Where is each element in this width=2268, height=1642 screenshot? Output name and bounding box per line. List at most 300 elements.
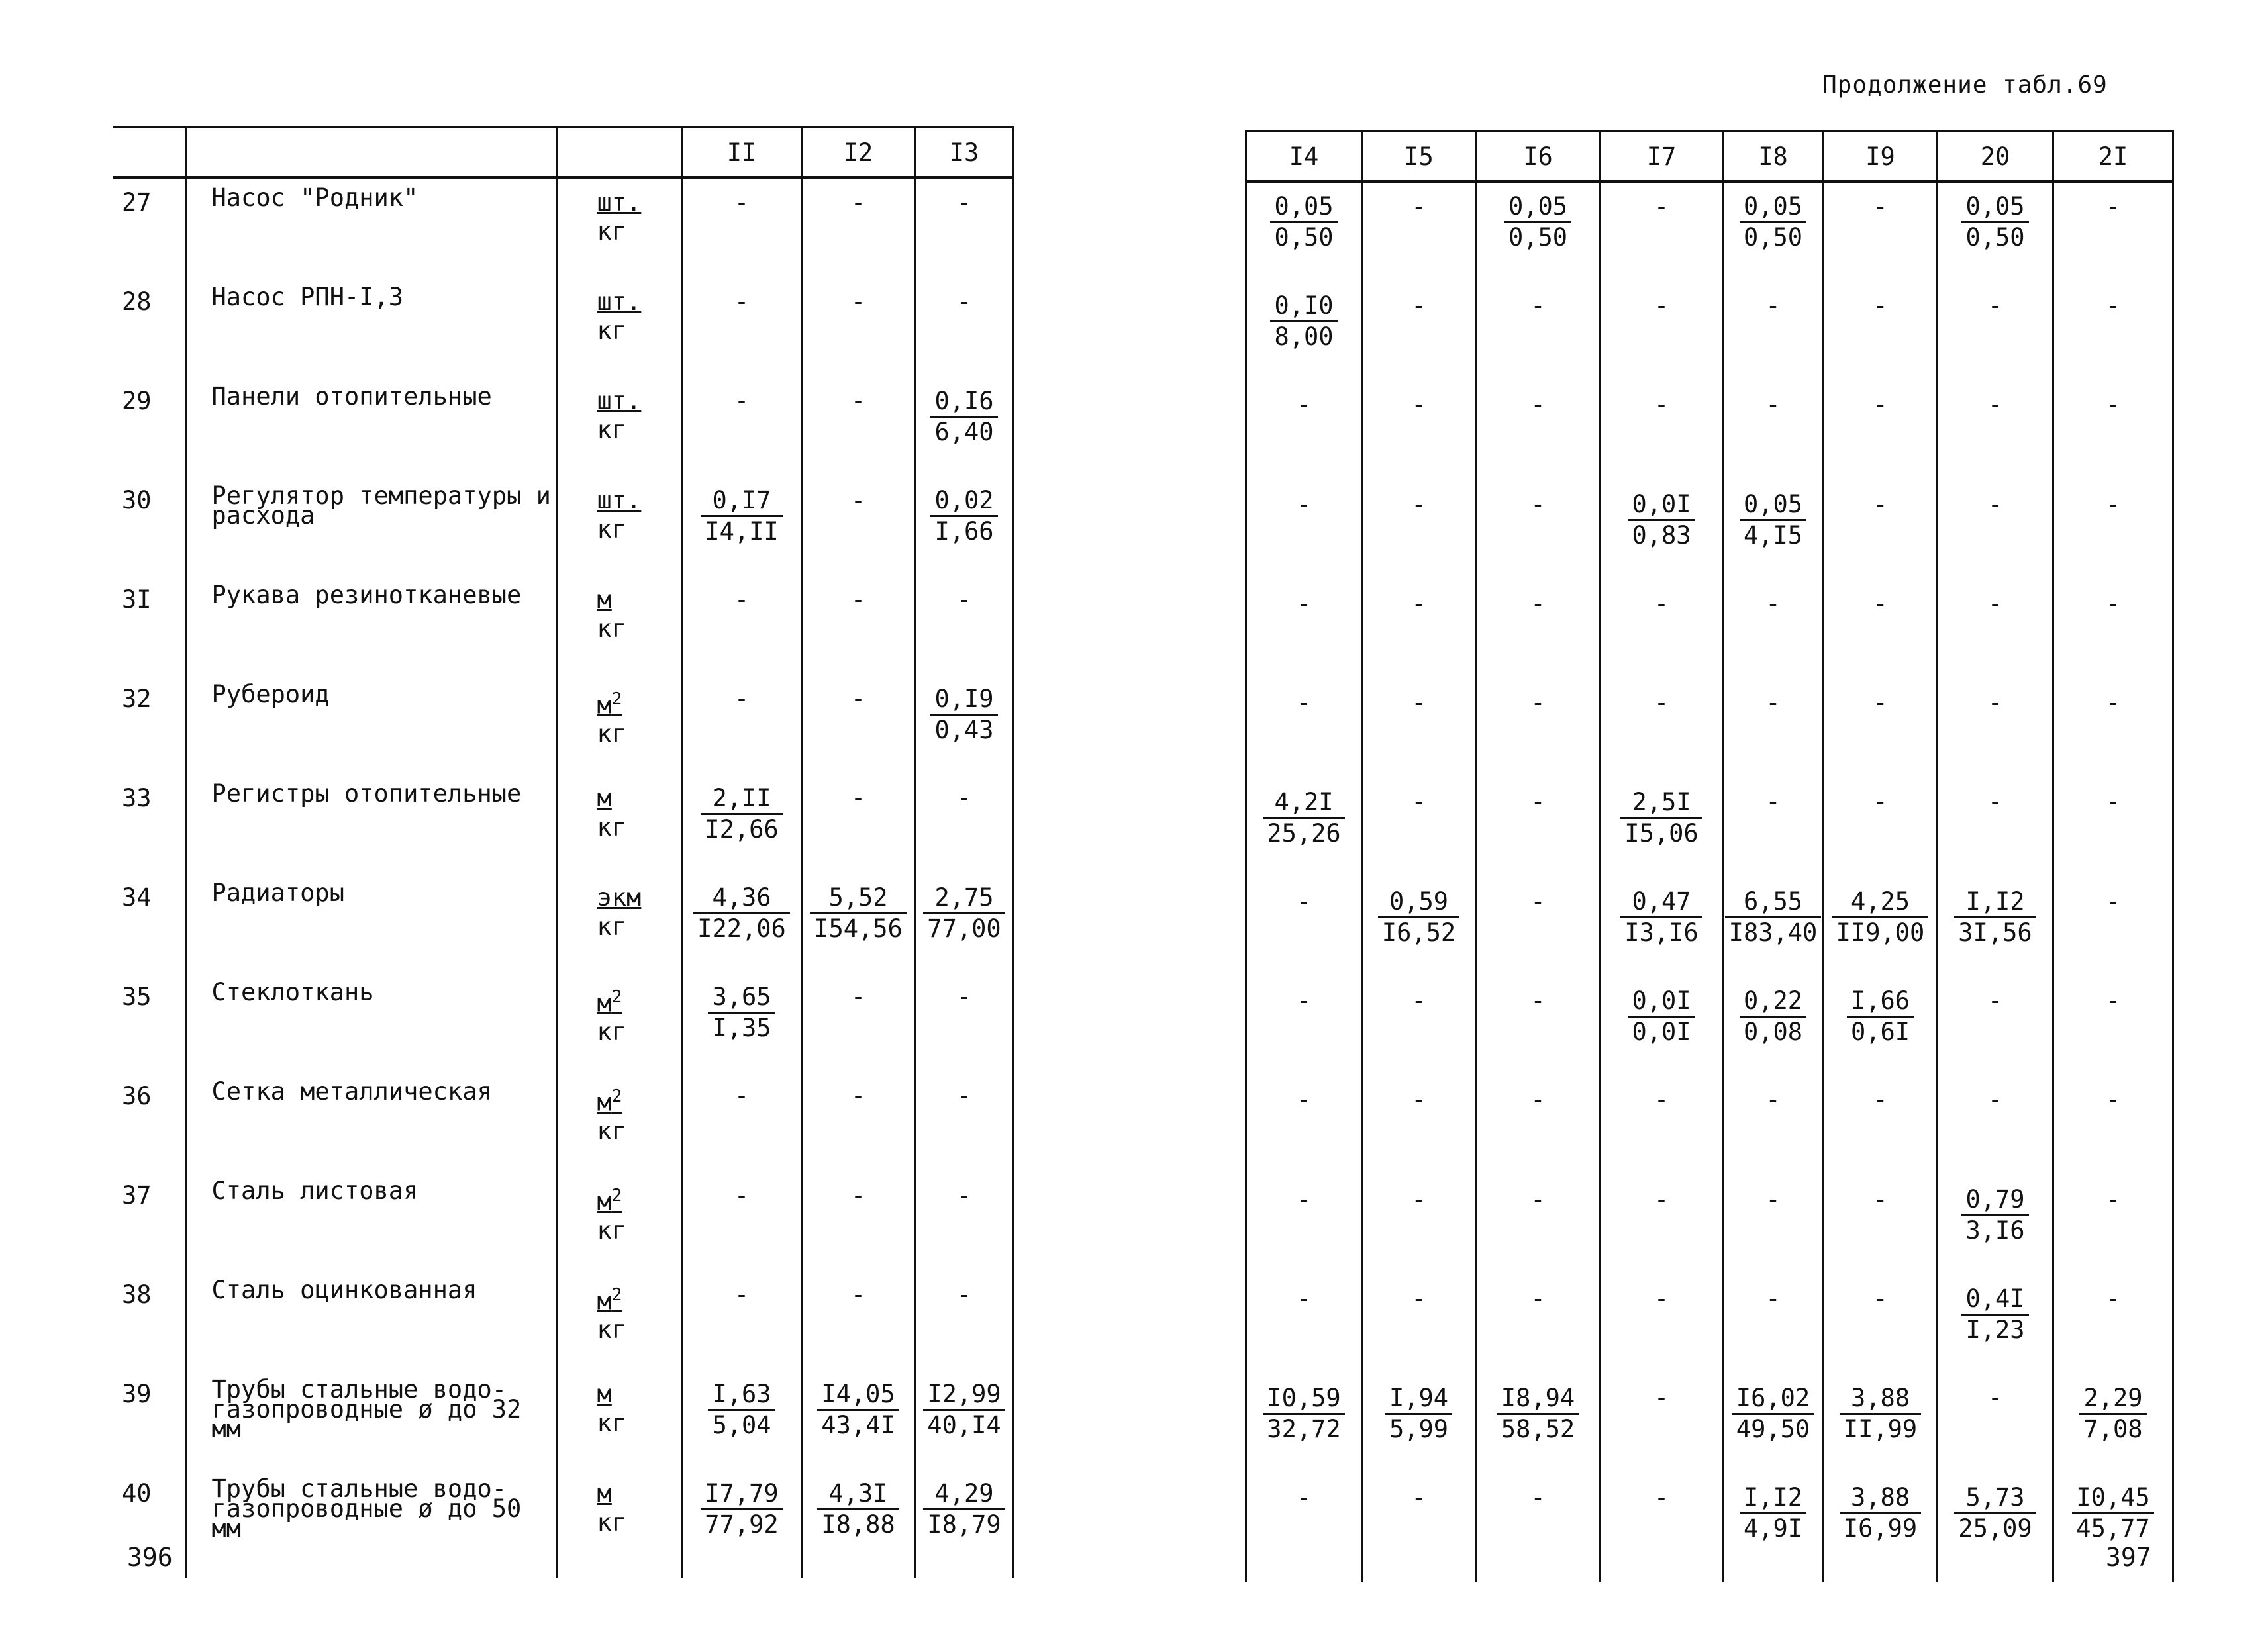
dash-value: -	[1987, 490, 2003, 518]
value-cell	[1362, 1176, 1476, 1275]
value-cell	[2053, 1275, 2173, 1375]
value-cell	[1723, 1077, 1824, 1176]
table-row	[113, 1271, 1013, 1371]
value-cell	[801, 1271, 915, 1371]
row-number: 3I	[113, 576, 185, 675]
fraction-numerator: 5,52	[810, 883, 907, 914]
dash-value: -	[1653, 589, 1669, 618]
unit-secondary: кг	[597, 1316, 627, 1345]
unit-cell	[556, 576, 682, 675]
dash-value: -	[956, 1181, 972, 1210]
unit-cell	[556, 278, 682, 377]
unit-cell	[556, 1271, 682, 1371]
value-cell	[1723, 1375, 1824, 1474]
fraction-value	[1847, 987, 1914, 1047]
unit-cell	[556, 675, 682, 775]
fraction-numerator: I8,94	[1497, 1384, 1579, 1415]
value-cell	[1938, 1176, 2053, 1275]
value-cell	[915, 576, 1013, 675]
value-cell	[1362, 381, 1476, 481]
unit-secondary: кг	[597, 1117, 627, 1146]
value-cell	[682, 1073, 801, 1172]
fraction-value	[2079, 1384, 2146, 1444]
item-name: Сталь листовая	[185, 1172, 556, 1271]
dash-value: -	[1411, 589, 1426, 618]
fraction-value	[701, 784, 782, 844]
fraction-numerator: 0,47	[1620, 887, 1702, 918]
dash-value: -	[1296, 1185, 1312, 1214]
right-header-row	[1246, 131, 2173, 181]
fraction-numerator: 0,4I	[1961, 1284, 2028, 1316]
column-header: I4	[1246, 131, 1362, 181]
row-number: 32	[113, 675, 185, 775]
fraction-denominator: 77,92	[705, 1510, 779, 1539]
fraction-value	[693, 883, 790, 943]
value-cell	[1601, 580, 1723, 679]
value-cell	[1938, 779, 2053, 878]
fraction-denominator: 0,50	[1965, 223, 2025, 252]
dash-value: -	[2105, 291, 2121, 320]
column-header: I3	[915, 127, 1013, 177]
value-cell	[2053, 977, 2173, 1077]
dash-value: -	[1411, 1185, 1426, 1214]
fraction-numerator: 0,05	[1740, 490, 1806, 521]
value-cell	[1601, 1275, 1723, 1375]
value-cell	[1824, 679, 1938, 779]
value-cell	[1246, 1077, 1362, 1176]
value-cell	[682, 1470, 801, 1578]
item-name: Трубы стальные водо-газопроводные ø до 32 мм	[185, 1371, 556, 1470]
value-cell	[1476, 580, 1601, 679]
value-cell	[1938, 1474, 2053, 1582]
unit-secondary: кг	[597, 515, 627, 544]
value-cell	[1246, 481, 1362, 580]
fraction-denominator: 5,04	[712, 1411, 771, 1439]
fraction-denominator: 58,52	[1501, 1415, 1575, 1443]
fraction-denominator: I22,06	[697, 914, 786, 943]
dash-value: -	[1873, 788, 1888, 816]
value-cell	[1601, 1077, 1723, 1176]
row-number: 27	[113, 177, 185, 278]
value-cell	[682, 973, 801, 1073]
value-cell	[801, 576, 915, 675]
fraction-numerator: 0,05	[1270, 192, 1337, 223]
dash-value: -	[850, 1181, 866, 1210]
unit-cell	[556, 477, 682, 576]
dash-value: -	[1411, 291, 1426, 320]
value-cell	[1476, 1275, 1601, 1375]
row-number: 29	[113, 377, 185, 477]
unit-secondary: кг	[597, 720, 627, 749]
dash-value: -	[1296, 887, 1312, 916]
value-cell	[1824, 1275, 1938, 1375]
dash-value: -	[1296, 1483, 1312, 1512]
value-cell	[1723, 481, 1824, 580]
table-row	[113, 477, 1013, 576]
value-cell	[1476, 679, 1601, 779]
fraction-denominator: 32,72	[1267, 1415, 1341, 1443]
unit-cell	[556, 377, 682, 477]
fraction-numerator: 0,79	[1961, 1185, 2028, 1216]
fraction-value	[1961, 1185, 2028, 1245]
dash-value: -	[1987, 689, 2003, 717]
value-cell	[1938, 679, 2053, 779]
fraction-denominator: I,23	[1965, 1316, 2025, 1344]
value-cell	[1476, 181, 1601, 282]
fraction-denominator: I83,40	[1728, 918, 1818, 947]
unit-primary: м	[597, 1479, 612, 1508]
unit-primary	[597, 685, 681, 720]
value-cell	[682, 675, 801, 775]
fraction-denominator: 8,00	[1274, 322, 1334, 351]
value-cell	[1601, 381, 1723, 481]
table-continuation-caption: Продолжение табл.69	[1822, 72, 2108, 99]
fraction-numerator: 0,05	[1740, 192, 1806, 223]
fraction-value	[1497, 1384, 1579, 1444]
row-number: 38	[113, 1271, 185, 1371]
unit-cell	[556, 775, 682, 874]
dash-value: -	[1653, 291, 1669, 320]
dash-value: -	[850, 1082, 866, 1110]
value-cell	[801, 874, 915, 973]
dash-value: -	[1653, 192, 1669, 220]
dash-value: -	[734, 287, 750, 316]
value-cell	[915, 377, 1013, 477]
fraction-value	[1740, 192, 1806, 252]
dash-value: -	[1873, 192, 1888, 220]
row-number: 39	[113, 1371, 185, 1470]
value-cell	[1362, 181, 1476, 282]
unit-secondary: кг	[597, 316, 627, 345]
column-header: I9	[1824, 131, 1938, 181]
fraction-denominator: I2,66	[705, 815, 779, 844]
fraction-value	[930, 685, 997, 745]
unit-primary: шт.	[597, 387, 642, 415]
value-cell	[1362, 1077, 1476, 1176]
value-cell	[1362, 1474, 1476, 1582]
fraction-denominator: 0,50	[1743, 223, 1803, 252]
value-cell	[915, 874, 1013, 973]
item-name: Насос РПН-I,3	[185, 278, 556, 377]
value-cell	[1824, 580, 1938, 679]
fraction-denominator: I5,06	[1624, 819, 1699, 847]
dash-value: -	[850, 287, 866, 316]
fraction-value	[817, 1380, 899, 1440]
dash-value: -	[734, 685, 750, 713]
value-cell	[1938, 580, 2053, 679]
value-cell	[1723, 381, 1824, 481]
dash-value: -	[1765, 1086, 1781, 1114]
fraction-numerator: 0,05	[1504, 192, 1571, 223]
row-number: 28	[113, 278, 185, 377]
fraction-denominator: 43,4I	[821, 1411, 895, 1439]
value-cell	[2053, 779, 2173, 878]
dash-value: -	[850, 188, 866, 217]
fraction-numerator: 0,I0	[1270, 291, 1337, 322]
fraction-value	[708, 983, 775, 1043]
table-row	[1246, 181, 2173, 282]
table-row	[113, 1470, 1013, 1578]
value-cell	[1938, 1077, 2053, 1176]
dash-value: -	[1765, 689, 1781, 717]
fraction-value	[930, 387, 997, 447]
fraction-value	[1954, 887, 2036, 947]
table-row	[1246, 779, 2173, 878]
unit-base: м	[597, 1286, 612, 1316]
value-cell	[1362, 779, 1476, 878]
unit-cell	[556, 1371, 682, 1470]
dash-value: -	[1530, 1284, 1546, 1313]
value-cell	[1723, 977, 1824, 1077]
fraction-numerator: 3,65	[708, 983, 775, 1014]
value-cell	[1362, 282, 1476, 381]
dash-value: -	[850, 983, 866, 1011]
value-cell	[682, 576, 801, 675]
value-cell	[801, 1172, 915, 1271]
fraction-denominator: II9,00	[1836, 918, 1925, 947]
dash-value: -	[1765, 1185, 1781, 1214]
fraction-denominator: I54,56	[814, 914, 903, 943]
table-row	[113, 874, 1013, 973]
dash-value: -	[1873, 291, 1888, 320]
fraction-numerator: I,66	[1847, 987, 1914, 1018]
fraction-numerator: 0,0I	[1628, 490, 1695, 521]
dash-value: -	[1765, 788, 1781, 816]
fraction-value	[923, 1479, 1005, 1539]
fraction-numerator: 3,88	[1840, 1384, 1921, 1415]
value-cell	[1476, 481, 1601, 580]
value-cell	[1362, 1375, 1476, 1474]
table-row	[1246, 1077, 2173, 1176]
value-cell	[1723, 1474, 1824, 1582]
dash-value: -	[1873, 689, 1888, 717]
unit-primary: м	[597, 1380, 612, 1408]
table-row	[113, 775, 1013, 874]
dash-value: -	[1987, 589, 2003, 618]
fraction-numerator: I,I2	[1954, 887, 2036, 918]
fraction-numerator: I0,45	[2072, 1483, 2153, 1514]
value-cell	[1824, 282, 1938, 381]
dash-value: -	[2105, 1185, 2121, 1214]
value-cell	[1246, 1375, 1362, 1474]
value-cell	[1476, 878, 1601, 977]
value-cell	[2053, 1077, 2173, 1176]
unit-secondary: кг	[597, 1018, 627, 1047]
value-cell	[801, 775, 915, 874]
fraction-numerator: I,63	[708, 1380, 775, 1411]
value-cell	[1476, 1176, 1601, 1275]
unit-base: м	[597, 1088, 612, 1117]
value-cell	[915, 775, 1013, 874]
fraction-denominator: I6,99	[1843, 1514, 1918, 1543]
column-header: I6	[1476, 131, 1601, 181]
value-cell	[801, 377, 915, 477]
row-number: 36	[113, 1073, 185, 1172]
unit-primary	[597, 1082, 681, 1117]
fraction-value	[701, 1479, 782, 1539]
value-cell	[915, 1371, 1013, 1470]
unit-primary	[597, 1280, 681, 1316]
dash-value: -	[1411, 689, 1426, 717]
fraction-denominator: 0,43	[934, 716, 994, 744]
value-cell	[1938, 878, 2053, 977]
value-cell	[2053, 1375, 2173, 1474]
left-table	[113, 126, 1014, 1578]
fraction-denominator: 49,50	[1736, 1415, 1810, 1443]
table-row	[113, 1371, 1013, 1470]
dash-value: -	[956, 188, 972, 217]
fraction-value	[1740, 1483, 1806, 1543]
dash-value: -	[2105, 987, 2121, 1015]
item-name: Рукава резинотканевые	[185, 576, 556, 675]
fraction-numerator: 0,0I	[1628, 987, 1695, 1018]
dash-value: -	[1411, 490, 1426, 518]
dash-value: -	[956, 1082, 972, 1110]
value-cell	[915, 278, 1013, 377]
row-number: 33	[113, 775, 185, 874]
dash-value: -	[1530, 987, 1546, 1015]
unit-secondary: кг	[597, 1508, 627, 1537]
value-cell	[915, 1271, 1013, 1371]
table-row	[1246, 1474, 2173, 1582]
column-header: 2I	[2053, 131, 2173, 181]
fraction-denominator: 4,9I	[1743, 1514, 1803, 1543]
unit-cell	[556, 973, 682, 1073]
dash-value: -	[1987, 1384, 2003, 1412]
value-cell	[1723, 878, 1824, 977]
dash-value: -	[850, 486, 866, 514]
table-row	[1246, 679, 2173, 779]
table-row	[1246, 381, 2173, 481]
dash-value: -	[1873, 490, 1888, 518]
value-cell	[2053, 481, 2173, 580]
value-cell	[1476, 779, 1601, 878]
dash-value: -	[1530, 589, 1546, 618]
table-row	[113, 675, 1013, 775]
dash-value: -	[1296, 987, 1312, 1015]
value-cell	[1362, 679, 1476, 779]
fraction-value	[923, 883, 1005, 943]
value-cell	[682, 775, 801, 874]
value-cell	[1246, 977, 1362, 1077]
unit-exponent: 2	[611, 689, 622, 709]
table-row	[1246, 1176, 2173, 1275]
unit-secondary: кг	[597, 813, 627, 842]
fraction-value	[1263, 788, 1344, 848]
value-cell	[1476, 977, 1601, 1077]
fraction-denominator: 5,99	[1389, 1415, 1449, 1443]
dash-value: -	[1653, 1284, 1669, 1313]
unit-cell	[556, 177, 682, 278]
fraction-value	[1840, 1483, 1921, 1543]
dash-value: -	[1530, 291, 1546, 320]
row-number: 35	[113, 973, 185, 1073]
dash-value: -	[1411, 1086, 1426, 1114]
value-cell	[2053, 1176, 2173, 1275]
fraction-numerator: I0,59	[1263, 1384, 1344, 1415]
fraction-denominator: 25,09	[1958, 1514, 2032, 1543]
table-row	[1246, 282, 2173, 381]
fraction-numerator: 0,I9	[930, 685, 997, 716]
value-cell	[915, 1470, 1013, 1578]
fraction-denominator: 3I,56	[1958, 918, 2032, 947]
value-cell	[1723, 1275, 1824, 1375]
row-number: 34	[113, 874, 185, 973]
item-name: Сетка металлическая	[185, 1073, 556, 1172]
dash-value: -	[1411, 987, 1426, 1015]
unit-secondary: кг	[597, 1216, 627, 1245]
value-cell	[1824, 878, 1938, 977]
value-cell	[915, 973, 1013, 1073]
value-cell	[2053, 580, 2173, 679]
fraction-value	[2072, 1483, 2153, 1543]
fraction-numerator: 0,05	[1961, 192, 2028, 223]
value-cell	[1824, 181, 1938, 282]
value-cell	[1723, 282, 1824, 381]
unit-cell	[556, 874, 682, 973]
fraction-numerator: 0,22	[1740, 987, 1806, 1018]
value-cell	[1601, 878, 1723, 977]
fraction-value	[1504, 192, 1571, 252]
right-table	[1245, 130, 2174, 1582]
unit-primary	[597, 983, 681, 1018]
fraction-denominator: 45,77	[2076, 1514, 2150, 1543]
dash-value: -	[734, 387, 750, 415]
dash-value: -	[1873, 391, 1888, 419]
value-cell	[2053, 381, 2173, 481]
fraction-value	[708, 1380, 775, 1440]
dash-value: -	[1653, 1384, 1669, 1412]
value-cell	[915, 177, 1013, 278]
value-cell	[1824, 381, 1938, 481]
fraction-numerator: I7,79	[701, 1479, 782, 1510]
value-cell	[1246, 779, 1362, 878]
dash-value: -	[956, 784, 972, 812]
value-cell	[1938, 977, 2053, 1077]
fraction-value	[1270, 291, 1337, 352]
dash-value: -	[2105, 192, 2121, 220]
value-cell	[801, 1073, 915, 1172]
fraction-value	[1620, 887, 1702, 947]
dash-value: -	[1873, 1086, 1888, 1114]
fraction-denominator: 40,I4	[927, 1411, 1001, 1439]
table-row	[1246, 878, 2173, 977]
column-header: I8	[1723, 131, 1824, 181]
dash-value: -	[1530, 788, 1546, 816]
dash-value: -	[1530, 1185, 1546, 1214]
left-header-row	[113, 127, 1013, 177]
unit-exponent: 2	[611, 1186, 622, 1206]
value-cell	[1246, 679, 1362, 779]
fraction-numerator: 4,2I	[1263, 788, 1344, 819]
value-cell	[1246, 381, 1362, 481]
fraction-numerator: 0,I7	[701, 486, 782, 517]
fraction-value	[1961, 1284, 2028, 1345]
fraction-numerator: I,I2	[1740, 1483, 1806, 1514]
value-cell	[1824, 481, 1938, 580]
unit-base: м	[597, 691, 612, 720]
value-cell	[1601, 1176, 1723, 1275]
dash-value: -	[1530, 689, 1546, 717]
fraction-numerator: 4,36	[693, 883, 790, 914]
fraction-numerator: 2,75	[923, 883, 1005, 914]
fraction-value	[1270, 192, 1337, 252]
dash-value: -	[734, 188, 750, 217]
value-cell	[682, 1271, 801, 1371]
fraction-denominator: II,99	[1843, 1415, 1918, 1443]
row-number: 40	[113, 1470, 185, 1578]
dash-value: -	[1987, 391, 2003, 419]
